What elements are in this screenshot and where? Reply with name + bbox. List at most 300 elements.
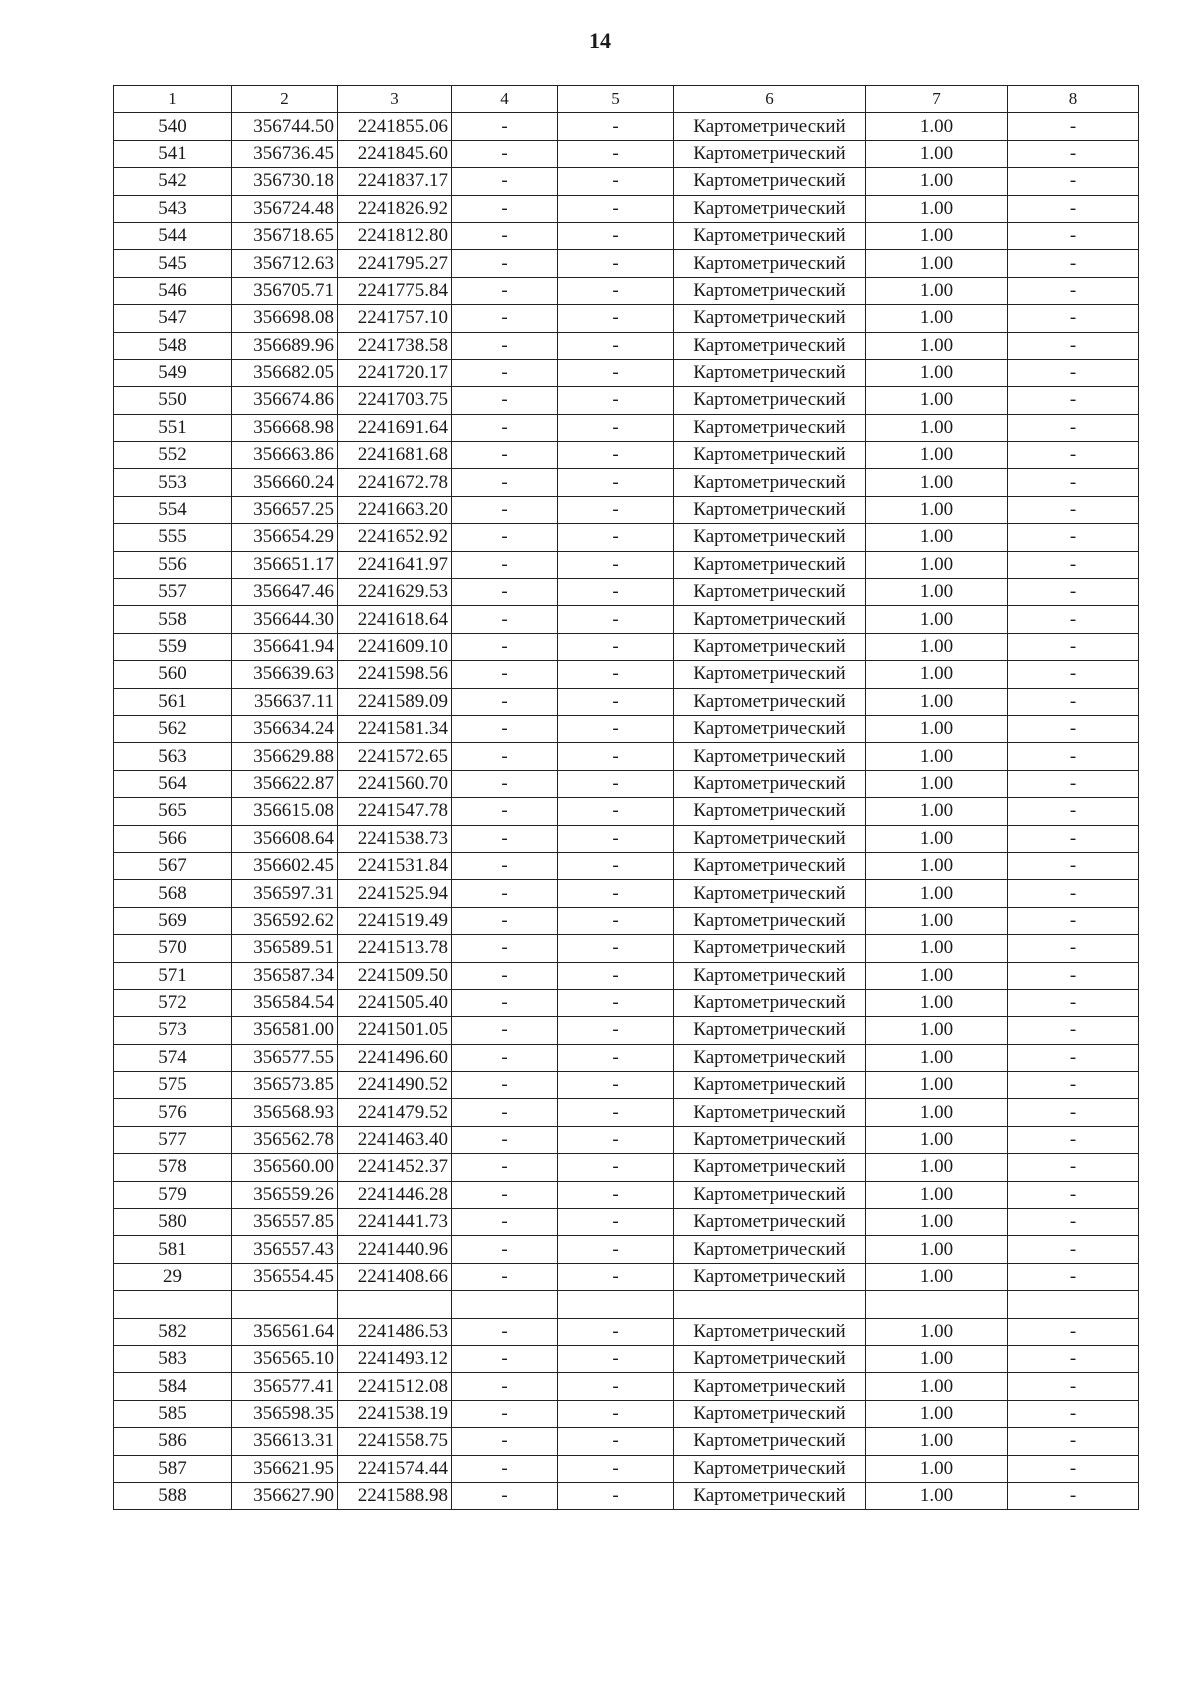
col-5-cell: - bbox=[558, 1154, 674, 1181]
col-8-cell: - bbox=[1008, 770, 1139, 797]
method-cell: Картометрический bbox=[674, 688, 866, 715]
col-8-cell: - bbox=[1008, 1345, 1139, 1372]
col-8-cell: - bbox=[1008, 113, 1139, 140]
method-cell: Картометрический bbox=[674, 825, 866, 852]
x-coordinate-cell: 356712.63 bbox=[232, 250, 338, 277]
accuracy-cell: 1.00 bbox=[866, 962, 1008, 989]
col-4-cell: - bbox=[452, 469, 558, 496]
method-cell: Картометрический bbox=[674, 1236, 866, 1263]
method-cell: Картометрический bbox=[674, 222, 866, 249]
table-row bbox=[114, 1099, 1139, 1126]
col-4-cell bbox=[452, 1291, 558, 1318]
point-number-cell: 559 bbox=[114, 633, 232, 660]
point-number-cell: 551 bbox=[114, 414, 232, 441]
point-number-cell: 554 bbox=[114, 496, 232, 523]
point-number-cell: 553 bbox=[114, 469, 232, 496]
y-coordinate-cell: 2241652.92 bbox=[338, 524, 452, 551]
accuracy-cell: 1.00 bbox=[866, 935, 1008, 962]
method-cell: Картометрический bbox=[674, 332, 866, 359]
table-row bbox=[114, 907, 1139, 934]
point-number-cell: 541 bbox=[114, 140, 232, 167]
accuracy-cell: 1.00 bbox=[866, 277, 1008, 304]
col-5-cell: - bbox=[558, 1428, 674, 1455]
method-cell: Картометрический bbox=[674, 743, 866, 770]
y-coordinate-cell: 2241538.19 bbox=[338, 1400, 452, 1427]
accuracy-cell: 1.00 bbox=[866, 1428, 1008, 1455]
col-4-cell: - bbox=[452, 633, 558, 660]
col-8-cell: - bbox=[1008, 1209, 1139, 1236]
point-number-cell: 560 bbox=[114, 661, 232, 688]
y-coordinate-cell: 2241663.20 bbox=[338, 496, 452, 523]
y-coordinate-cell: 2241513.78 bbox=[338, 935, 452, 962]
method-cell: Картометрический bbox=[674, 250, 866, 277]
point-number-cell: 547 bbox=[114, 305, 232, 332]
col-5-cell bbox=[558, 1291, 674, 1318]
table-row bbox=[114, 962, 1139, 989]
method-cell: Картометрический bbox=[674, 989, 866, 1016]
table-row bbox=[114, 1455, 1139, 1482]
method-cell: Картометрический bbox=[674, 469, 866, 496]
col-8-cell: - bbox=[1008, 332, 1139, 359]
col-8-cell: - bbox=[1008, 935, 1139, 962]
col-5-cell: - bbox=[558, 880, 674, 907]
x-coordinate-cell: 356587.34 bbox=[232, 962, 338, 989]
col-4-cell: - bbox=[452, 1236, 558, 1263]
accuracy-cell: 1.00 bbox=[866, 305, 1008, 332]
point-number-cell: 548 bbox=[114, 332, 232, 359]
y-coordinate-cell: 2241496.60 bbox=[338, 1044, 452, 1071]
x-coordinate-cell: 356592.62 bbox=[232, 907, 338, 934]
x-coordinate-cell: 356608.64 bbox=[232, 825, 338, 852]
y-coordinate-cell: 2241574.44 bbox=[338, 1455, 452, 1482]
col-8-cell: - bbox=[1008, 469, 1139, 496]
table-row bbox=[114, 140, 1139, 167]
col-8-cell: - bbox=[1008, 1318, 1139, 1345]
table-row bbox=[114, 1072, 1139, 1099]
point-number-cell: 575 bbox=[114, 1072, 232, 1099]
point-number-cell: 540 bbox=[114, 113, 232, 140]
table-row bbox=[114, 524, 1139, 551]
x-coordinate-cell: 356577.55 bbox=[232, 1044, 338, 1071]
col-8-cell: - bbox=[1008, 852, 1139, 879]
x-coordinate-cell: 356602.45 bbox=[232, 852, 338, 879]
table-row bbox=[114, 852, 1139, 879]
y-coordinate-cell: 2241826.92 bbox=[338, 195, 452, 222]
col-8-cell: - bbox=[1008, 1181, 1139, 1208]
col-4-cell: - bbox=[452, 277, 558, 304]
x-coordinate-cell: 356559.26 bbox=[232, 1181, 338, 1208]
col-8-cell: - bbox=[1008, 880, 1139, 907]
y-coordinate-cell: 2241572.65 bbox=[338, 743, 452, 770]
y-coordinate-cell bbox=[338, 1291, 452, 1318]
col-4-cell: - bbox=[452, 442, 558, 469]
table-row bbox=[114, 1263, 1139, 1290]
y-coordinate-cell: 2241795.27 bbox=[338, 250, 452, 277]
col-8-cell bbox=[1008, 1291, 1139, 1318]
y-coordinate-cell: 2241463.40 bbox=[338, 1126, 452, 1153]
accuracy-cell: 1.00 bbox=[866, 250, 1008, 277]
table-row bbox=[114, 1126, 1139, 1153]
col-5-cell: - bbox=[558, 743, 674, 770]
col-4-cell: - bbox=[452, 113, 558, 140]
accuracy-cell: 1.00 bbox=[866, 1099, 1008, 1126]
table-row bbox=[114, 1482, 1139, 1509]
point-number-cell: 566 bbox=[114, 825, 232, 852]
method-cell: Картометрический bbox=[674, 414, 866, 441]
table-row bbox=[114, 880, 1139, 907]
method-cell: Картометрический bbox=[674, 551, 866, 578]
accuracy-cell: 1.00 bbox=[866, 743, 1008, 770]
col-5-cell: - bbox=[558, 1318, 674, 1345]
col-5-cell: - bbox=[558, 989, 674, 1016]
col-5-cell: - bbox=[558, 1181, 674, 1208]
y-coordinate-cell: 2241446.28 bbox=[338, 1181, 452, 1208]
method-cell: Картометрический bbox=[674, 715, 866, 742]
col-4-cell: - bbox=[452, 359, 558, 386]
col-4-cell: - bbox=[452, 1017, 558, 1044]
point-number-cell: 546 bbox=[114, 277, 232, 304]
table-row bbox=[114, 332, 1139, 359]
accuracy-cell: 1.00 bbox=[866, 880, 1008, 907]
method-cell: Картометрический bbox=[674, 1345, 866, 1372]
col-4-cell: - bbox=[452, 524, 558, 551]
col-8-cell: - bbox=[1008, 442, 1139, 469]
col-5-cell: - bbox=[558, 442, 674, 469]
col-5-cell: - bbox=[558, 825, 674, 852]
method-cell: Картометрический bbox=[674, 661, 866, 688]
col-4-cell: - bbox=[452, 1181, 558, 1208]
x-coordinate-cell: 356629.88 bbox=[232, 743, 338, 770]
y-coordinate-cell: 2241837.17 bbox=[338, 168, 452, 195]
point-number-cell: 565 bbox=[114, 798, 232, 825]
accuracy-cell: 1.00 bbox=[866, 1209, 1008, 1236]
x-coordinate-cell: 356627.90 bbox=[232, 1482, 338, 1509]
method-cell: Картометрический bbox=[674, 633, 866, 660]
col-8-cell: - bbox=[1008, 962, 1139, 989]
y-coordinate-cell: 2241512.08 bbox=[338, 1373, 452, 1400]
y-coordinate-cell: 2241408.66 bbox=[338, 1263, 452, 1290]
method-cell: Картометрический bbox=[674, 113, 866, 140]
col-4-cell: - bbox=[452, 250, 558, 277]
x-coordinate-cell: 356589.51 bbox=[232, 935, 338, 962]
method-cell: Картометрический bbox=[674, 579, 866, 606]
col-8-cell: - bbox=[1008, 825, 1139, 852]
col-5-cell: - bbox=[558, 661, 674, 688]
col-8-cell: - bbox=[1008, 743, 1139, 770]
method-cell: Картометрический bbox=[674, 140, 866, 167]
y-coordinate-cell: 2241757.10 bbox=[338, 305, 452, 332]
point-number-cell: 562 bbox=[114, 715, 232, 742]
y-coordinate-cell: 2241519.49 bbox=[338, 907, 452, 934]
x-coordinate-cell: 356730.18 bbox=[232, 168, 338, 195]
table-row bbox=[114, 1181, 1139, 1208]
table-row bbox=[114, 469, 1139, 496]
table-row bbox=[114, 825, 1139, 852]
accuracy-cell: 1.00 bbox=[866, 1373, 1008, 1400]
accuracy-cell: 1.00 bbox=[866, 113, 1008, 140]
y-coordinate-cell: 2241629.53 bbox=[338, 579, 452, 606]
x-coordinate-cell: 356644.30 bbox=[232, 606, 338, 633]
method-cell: Картометрический bbox=[674, 770, 866, 797]
col-8-cell: - bbox=[1008, 1400, 1139, 1427]
col-8-cell: - bbox=[1008, 715, 1139, 742]
col-5-cell: - bbox=[558, 1209, 674, 1236]
col-8-cell: - bbox=[1008, 1236, 1139, 1263]
point-number-cell: 579 bbox=[114, 1181, 232, 1208]
method-cell: Картометрический bbox=[674, 1400, 866, 1427]
column-header-1: 1 bbox=[114, 86, 232, 113]
table-row bbox=[114, 305, 1139, 332]
y-coordinate-cell: 2241598.56 bbox=[338, 661, 452, 688]
col-8-cell: - bbox=[1008, 1126, 1139, 1153]
table-row bbox=[114, 551, 1139, 578]
point-number-cell: 570 bbox=[114, 935, 232, 962]
y-coordinate-cell: 2241681.68 bbox=[338, 442, 452, 469]
table-row bbox=[114, 1236, 1139, 1263]
accuracy-cell: 1.00 bbox=[866, 1126, 1008, 1153]
x-coordinate-cell: 356718.65 bbox=[232, 222, 338, 249]
point-number-cell: 542 bbox=[114, 168, 232, 195]
column-header-6: 6 bbox=[674, 86, 866, 113]
col-8-cell: - bbox=[1008, 305, 1139, 332]
col-8-cell: - bbox=[1008, 195, 1139, 222]
accuracy-cell: 1.00 bbox=[866, 1154, 1008, 1181]
col-5-cell: - bbox=[558, 1017, 674, 1044]
x-coordinate-cell: 356647.46 bbox=[232, 579, 338, 606]
x-coordinate-cell: 356660.24 bbox=[232, 469, 338, 496]
col-4-cell: - bbox=[452, 1482, 558, 1509]
accuracy-cell: 1.00 bbox=[866, 633, 1008, 660]
y-coordinate-cell: 2241525.94 bbox=[338, 880, 452, 907]
point-number-cell: 549 bbox=[114, 359, 232, 386]
x-coordinate-cell: 356724.48 bbox=[232, 195, 338, 222]
y-coordinate-cell: 2241560.70 bbox=[338, 770, 452, 797]
point-number-cell: 572 bbox=[114, 989, 232, 1016]
accuracy-cell: 1.00 bbox=[866, 1318, 1008, 1345]
x-coordinate-cell: 356581.00 bbox=[232, 1017, 338, 1044]
col-4-cell: - bbox=[452, 606, 558, 633]
method-cell: Картометрический bbox=[674, 496, 866, 523]
col-4-cell: - bbox=[452, 496, 558, 523]
col-5-cell: - bbox=[558, 1099, 674, 1126]
table-row bbox=[114, 359, 1139, 386]
accuracy-cell: 1.00 bbox=[866, 387, 1008, 414]
point-number-cell: 550 bbox=[114, 387, 232, 414]
x-coordinate-cell: 356698.08 bbox=[232, 305, 338, 332]
accuracy-cell: 1.00 bbox=[866, 1044, 1008, 1071]
y-coordinate-cell: 2241618.64 bbox=[338, 606, 452, 633]
col-4-cell: - bbox=[452, 715, 558, 742]
col-4-cell: - bbox=[452, 688, 558, 715]
y-coordinate-cell: 2241547.78 bbox=[338, 798, 452, 825]
method-cell bbox=[674, 1291, 866, 1318]
col-5-cell: - bbox=[558, 332, 674, 359]
col-8-cell: - bbox=[1008, 387, 1139, 414]
col-5-cell: - bbox=[558, 140, 674, 167]
col-5-cell: - bbox=[558, 195, 674, 222]
col-5-cell: - bbox=[558, 524, 674, 551]
accuracy-cell: 1.00 bbox=[866, 715, 1008, 742]
x-coordinate-cell: 356560.00 bbox=[232, 1154, 338, 1181]
col-5-cell: - bbox=[558, 1044, 674, 1071]
method-cell: Картометрический bbox=[674, 1455, 866, 1482]
col-5-cell: - bbox=[558, 798, 674, 825]
x-coordinate-cell bbox=[232, 1291, 338, 1318]
accuracy-cell: 1.00 bbox=[866, 1455, 1008, 1482]
col-5-cell: - bbox=[558, 1072, 674, 1099]
y-coordinate-cell: 2241452.37 bbox=[338, 1154, 452, 1181]
accuracy-cell: 1.00 bbox=[866, 798, 1008, 825]
col-5-cell: - bbox=[558, 852, 674, 879]
table-row bbox=[114, 277, 1139, 304]
accuracy-cell: 1.00 bbox=[866, 551, 1008, 578]
col-8-cell: - bbox=[1008, 551, 1139, 578]
col-4-cell: - bbox=[452, 1263, 558, 1290]
col-8-cell: - bbox=[1008, 524, 1139, 551]
point-number-cell: 576 bbox=[114, 1099, 232, 1126]
y-coordinate-cell: 2241505.40 bbox=[338, 989, 452, 1016]
col-8-cell: - bbox=[1008, 907, 1139, 934]
method-cell: Картометрический bbox=[674, 852, 866, 879]
method-cell: Картометрический bbox=[674, 1373, 866, 1400]
col-8-cell: - bbox=[1008, 1044, 1139, 1071]
col-5-cell: - bbox=[558, 1400, 674, 1427]
x-coordinate-cell: 356568.93 bbox=[232, 1099, 338, 1126]
accuracy-cell: 1.00 bbox=[866, 442, 1008, 469]
method-cell: Картометрический bbox=[674, 1209, 866, 1236]
col-8-cell: - bbox=[1008, 798, 1139, 825]
col-4-cell: - bbox=[452, 305, 558, 332]
col-5-cell: - bbox=[558, 414, 674, 441]
col-4-cell: - bbox=[452, 551, 558, 578]
x-coordinate-cell: 356584.54 bbox=[232, 989, 338, 1016]
accuracy-cell: 1.00 bbox=[866, 332, 1008, 359]
y-coordinate-cell: 2241609.10 bbox=[338, 633, 452, 660]
x-coordinate-cell: 356597.31 bbox=[232, 880, 338, 907]
column-header-8: 8 bbox=[1008, 86, 1139, 113]
col-4-cell: - bbox=[452, 1400, 558, 1427]
x-coordinate-cell: 356663.86 bbox=[232, 442, 338, 469]
table-row bbox=[114, 1373, 1139, 1400]
col-8-cell: - bbox=[1008, 688, 1139, 715]
col-4-cell: - bbox=[452, 770, 558, 797]
col-4-cell: - bbox=[452, 1455, 558, 1482]
table-row bbox=[114, 496, 1139, 523]
point-number-cell: 29 bbox=[114, 1263, 232, 1290]
x-coordinate-cell: 356598.35 bbox=[232, 1400, 338, 1427]
accuracy-cell: 1.00 bbox=[866, 140, 1008, 167]
y-coordinate-cell: 2241589.09 bbox=[338, 688, 452, 715]
y-coordinate-cell: 2241691.64 bbox=[338, 414, 452, 441]
x-coordinate-cell: 356565.10 bbox=[232, 1345, 338, 1372]
method-cell: Картометрический bbox=[674, 524, 866, 551]
col-8-cell: - bbox=[1008, 1154, 1139, 1181]
col-8-cell: - bbox=[1008, 1099, 1139, 1126]
table-row bbox=[114, 715, 1139, 742]
col-4-cell: - bbox=[452, 798, 558, 825]
x-coordinate-cell: 356577.41 bbox=[232, 1373, 338, 1400]
col-4-cell: - bbox=[452, 852, 558, 879]
column-header-3: 3 bbox=[338, 86, 452, 113]
y-coordinate-cell: 2241672.78 bbox=[338, 469, 452, 496]
y-coordinate-cell: 2241486.53 bbox=[338, 1318, 452, 1345]
col-8-cell: - bbox=[1008, 250, 1139, 277]
point-number-cell: 587 bbox=[114, 1455, 232, 1482]
col-5-cell: - bbox=[558, 168, 674, 195]
table-row bbox=[114, 633, 1139, 660]
col-8-cell: - bbox=[1008, 359, 1139, 386]
x-coordinate-cell: 356622.87 bbox=[232, 770, 338, 797]
table-row bbox=[114, 113, 1139, 140]
point-number-cell: 545 bbox=[114, 250, 232, 277]
col-4-cell: - bbox=[452, 907, 558, 934]
col-4-cell: - bbox=[452, 743, 558, 770]
method-cell: Картометрический bbox=[674, 907, 866, 934]
point-number-cell: 567 bbox=[114, 852, 232, 879]
accuracy-cell: 1.00 bbox=[866, 1263, 1008, 1290]
col-5-cell: - bbox=[558, 606, 674, 633]
point-number-cell: 578 bbox=[114, 1154, 232, 1181]
y-coordinate-cell: 2241441.73 bbox=[338, 1209, 452, 1236]
x-coordinate-cell: 356557.85 bbox=[232, 1209, 338, 1236]
col-5-cell: - bbox=[558, 222, 674, 249]
accuracy-cell: 1.00 bbox=[866, 1345, 1008, 1372]
y-coordinate-cell: 2241509.50 bbox=[338, 962, 452, 989]
col-4-cell: - bbox=[452, 222, 558, 249]
method-cell: Картометрический bbox=[674, 305, 866, 332]
x-coordinate-cell: 356615.08 bbox=[232, 798, 338, 825]
method-cell: Картометрический bbox=[674, 1263, 866, 1290]
point-number-cell: 577 bbox=[114, 1126, 232, 1153]
method-cell: Картометрический bbox=[674, 1482, 866, 1509]
col-8-cell: - bbox=[1008, 1428, 1139, 1455]
col-5-cell: - bbox=[558, 907, 674, 934]
col-5-cell: - bbox=[558, 770, 674, 797]
col-8-cell: - bbox=[1008, 579, 1139, 606]
col-8-cell: - bbox=[1008, 414, 1139, 441]
method-cell: Картометрический bbox=[674, 1181, 866, 1208]
table-row bbox=[114, 798, 1139, 825]
table-row bbox=[114, 1154, 1139, 1181]
x-coordinate-cell: 356573.85 bbox=[232, 1072, 338, 1099]
col-8-cell: - bbox=[1008, 633, 1139, 660]
col-5-cell: - bbox=[558, 469, 674, 496]
header-row bbox=[114, 86, 1139, 113]
x-coordinate-cell: 356744.50 bbox=[232, 113, 338, 140]
y-coordinate-cell: 2241812.80 bbox=[338, 222, 452, 249]
col-5-cell: - bbox=[558, 305, 674, 332]
col-5-cell: - bbox=[558, 1345, 674, 1372]
y-coordinate-cell: 2241703.75 bbox=[338, 387, 452, 414]
method-cell: Картометрический bbox=[674, 359, 866, 386]
method-cell: Картометрический bbox=[674, 798, 866, 825]
x-coordinate-cell: 356621.95 bbox=[232, 1455, 338, 1482]
point-number-cell: 571 bbox=[114, 962, 232, 989]
col-5-cell: - bbox=[558, 551, 674, 578]
table-body bbox=[114, 86, 1139, 1510]
method-cell: Картометрический bbox=[674, 1428, 866, 1455]
point-number-cell: 573 bbox=[114, 1017, 232, 1044]
accuracy-cell: 1.00 bbox=[866, 524, 1008, 551]
x-coordinate-cell: 356562.78 bbox=[232, 1126, 338, 1153]
method-cell: Картометрический bbox=[674, 606, 866, 633]
col-5-cell: - bbox=[558, 359, 674, 386]
x-coordinate-cell: 356561.64 bbox=[232, 1318, 338, 1345]
accuracy-cell: 1.00 bbox=[866, 414, 1008, 441]
method-cell: Картометрический bbox=[674, 387, 866, 414]
point-number-cell: 556 bbox=[114, 551, 232, 578]
table-row bbox=[114, 387, 1139, 414]
